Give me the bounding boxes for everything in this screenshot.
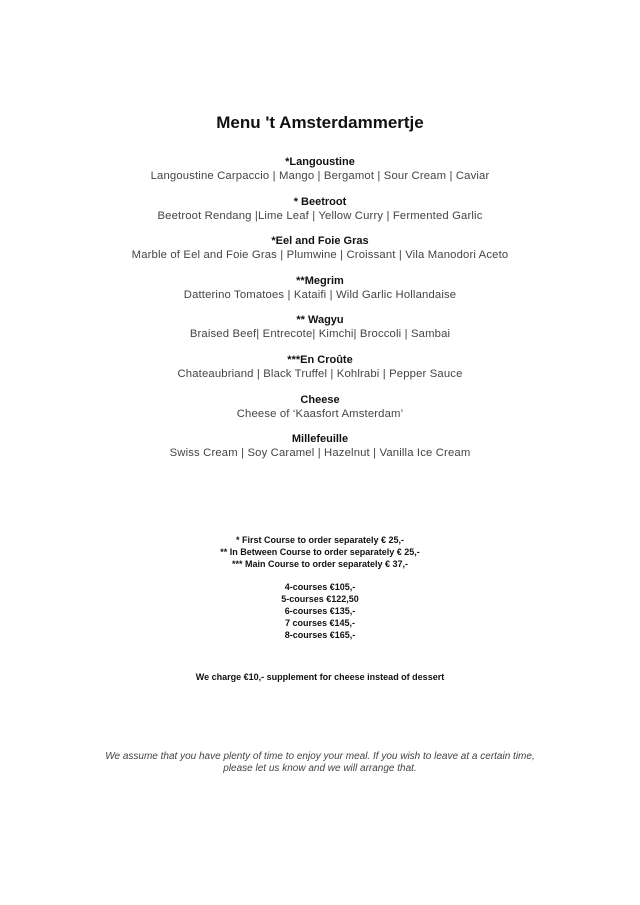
separate-order-notes	[0, 534, 640, 570]
course-item	[0, 354, 640, 381]
course-description: Datterino Tomatoes | Kataifi | Wild Garlic Hollandaise	[183, 289, 457, 301]
price-line: 6-courses €135,-	[284, 606, 356, 616]
price-line: 4-courses €105,-	[284, 582, 356, 592]
price-line: 7 courses €145,-	[284, 618, 356, 628]
course-description: Cheese of ‘Kaasfort Amsterdam’	[236, 408, 404, 420]
course-description: Langoustine Carpaccio | Mango | Bergamot | Sour Cream | Caviar	[150, 170, 490, 182]
page-title: Menu 't Amsterdammertje	[216, 113, 424, 132]
course-description: Swiss Cream | Soy Caramel | Hazelnut | Vanilla Ice Cream	[169, 447, 471, 459]
course-name: * Beetroot	[293, 196, 347, 208]
footer-line: We assume that you have plenty of time to enjoy your meal. If you wish to leave at a certain time,	[105, 751, 535, 762]
course-description: Beetroot Rendang |Lime Leaf | Yellow Curry | Fermented Garlic	[157, 210, 483, 222]
separate-order-line: ** In Between Course to order separately € 25,-	[220, 547, 420, 557]
course-name: ***En Croûte	[287, 354, 353, 366]
course-description: Chateaubriand | Black Truffel | Kohlrabi | Pepper Sauce	[177, 368, 463, 380]
course-name: Cheese	[300, 394, 340, 406]
price-line: 5-courses €122,50	[281, 594, 359, 604]
price-list	[0, 581, 640, 641]
course-item	[0, 235, 640, 262]
separate-order-line: *** Main Course to order separately € 37,-	[231, 559, 409, 569]
footer-note	[0, 751, 640, 775]
course-description: Braised Beef| Entrecote| Kimchi| Broccoli | Sambai	[189, 328, 451, 340]
cheese-supplement-note: We charge €10,- supplement for cheese instead of dessert	[195, 672, 445, 682]
course-item	[0, 433, 640, 460]
course-name: *Eel and Foie Gras	[271, 235, 369, 247]
course-item	[0, 394, 640, 421]
course-name: Millefeuille	[291, 433, 349, 445]
separate-order-line: * First Course to order separately € 25,-	[235, 535, 405, 545]
course-name: *Langoustine	[285, 156, 355, 168]
price-line: 8-courses €165,-	[284, 630, 356, 640]
footer-line: please let us know and we will arrange that.	[223, 763, 417, 774]
course-item	[0, 156, 640, 183]
course-name: ** Wagyu	[296, 314, 344, 326]
course-item	[0, 314, 640, 341]
course-description: Marble of Eel and Foie Gras | Plumwine | Croissant | Vila Manodori Aceto	[131, 249, 509, 261]
course-item	[0, 196, 640, 223]
course-item	[0, 275, 640, 302]
course-name: **Megrim	[296, 275, 344, 287]
